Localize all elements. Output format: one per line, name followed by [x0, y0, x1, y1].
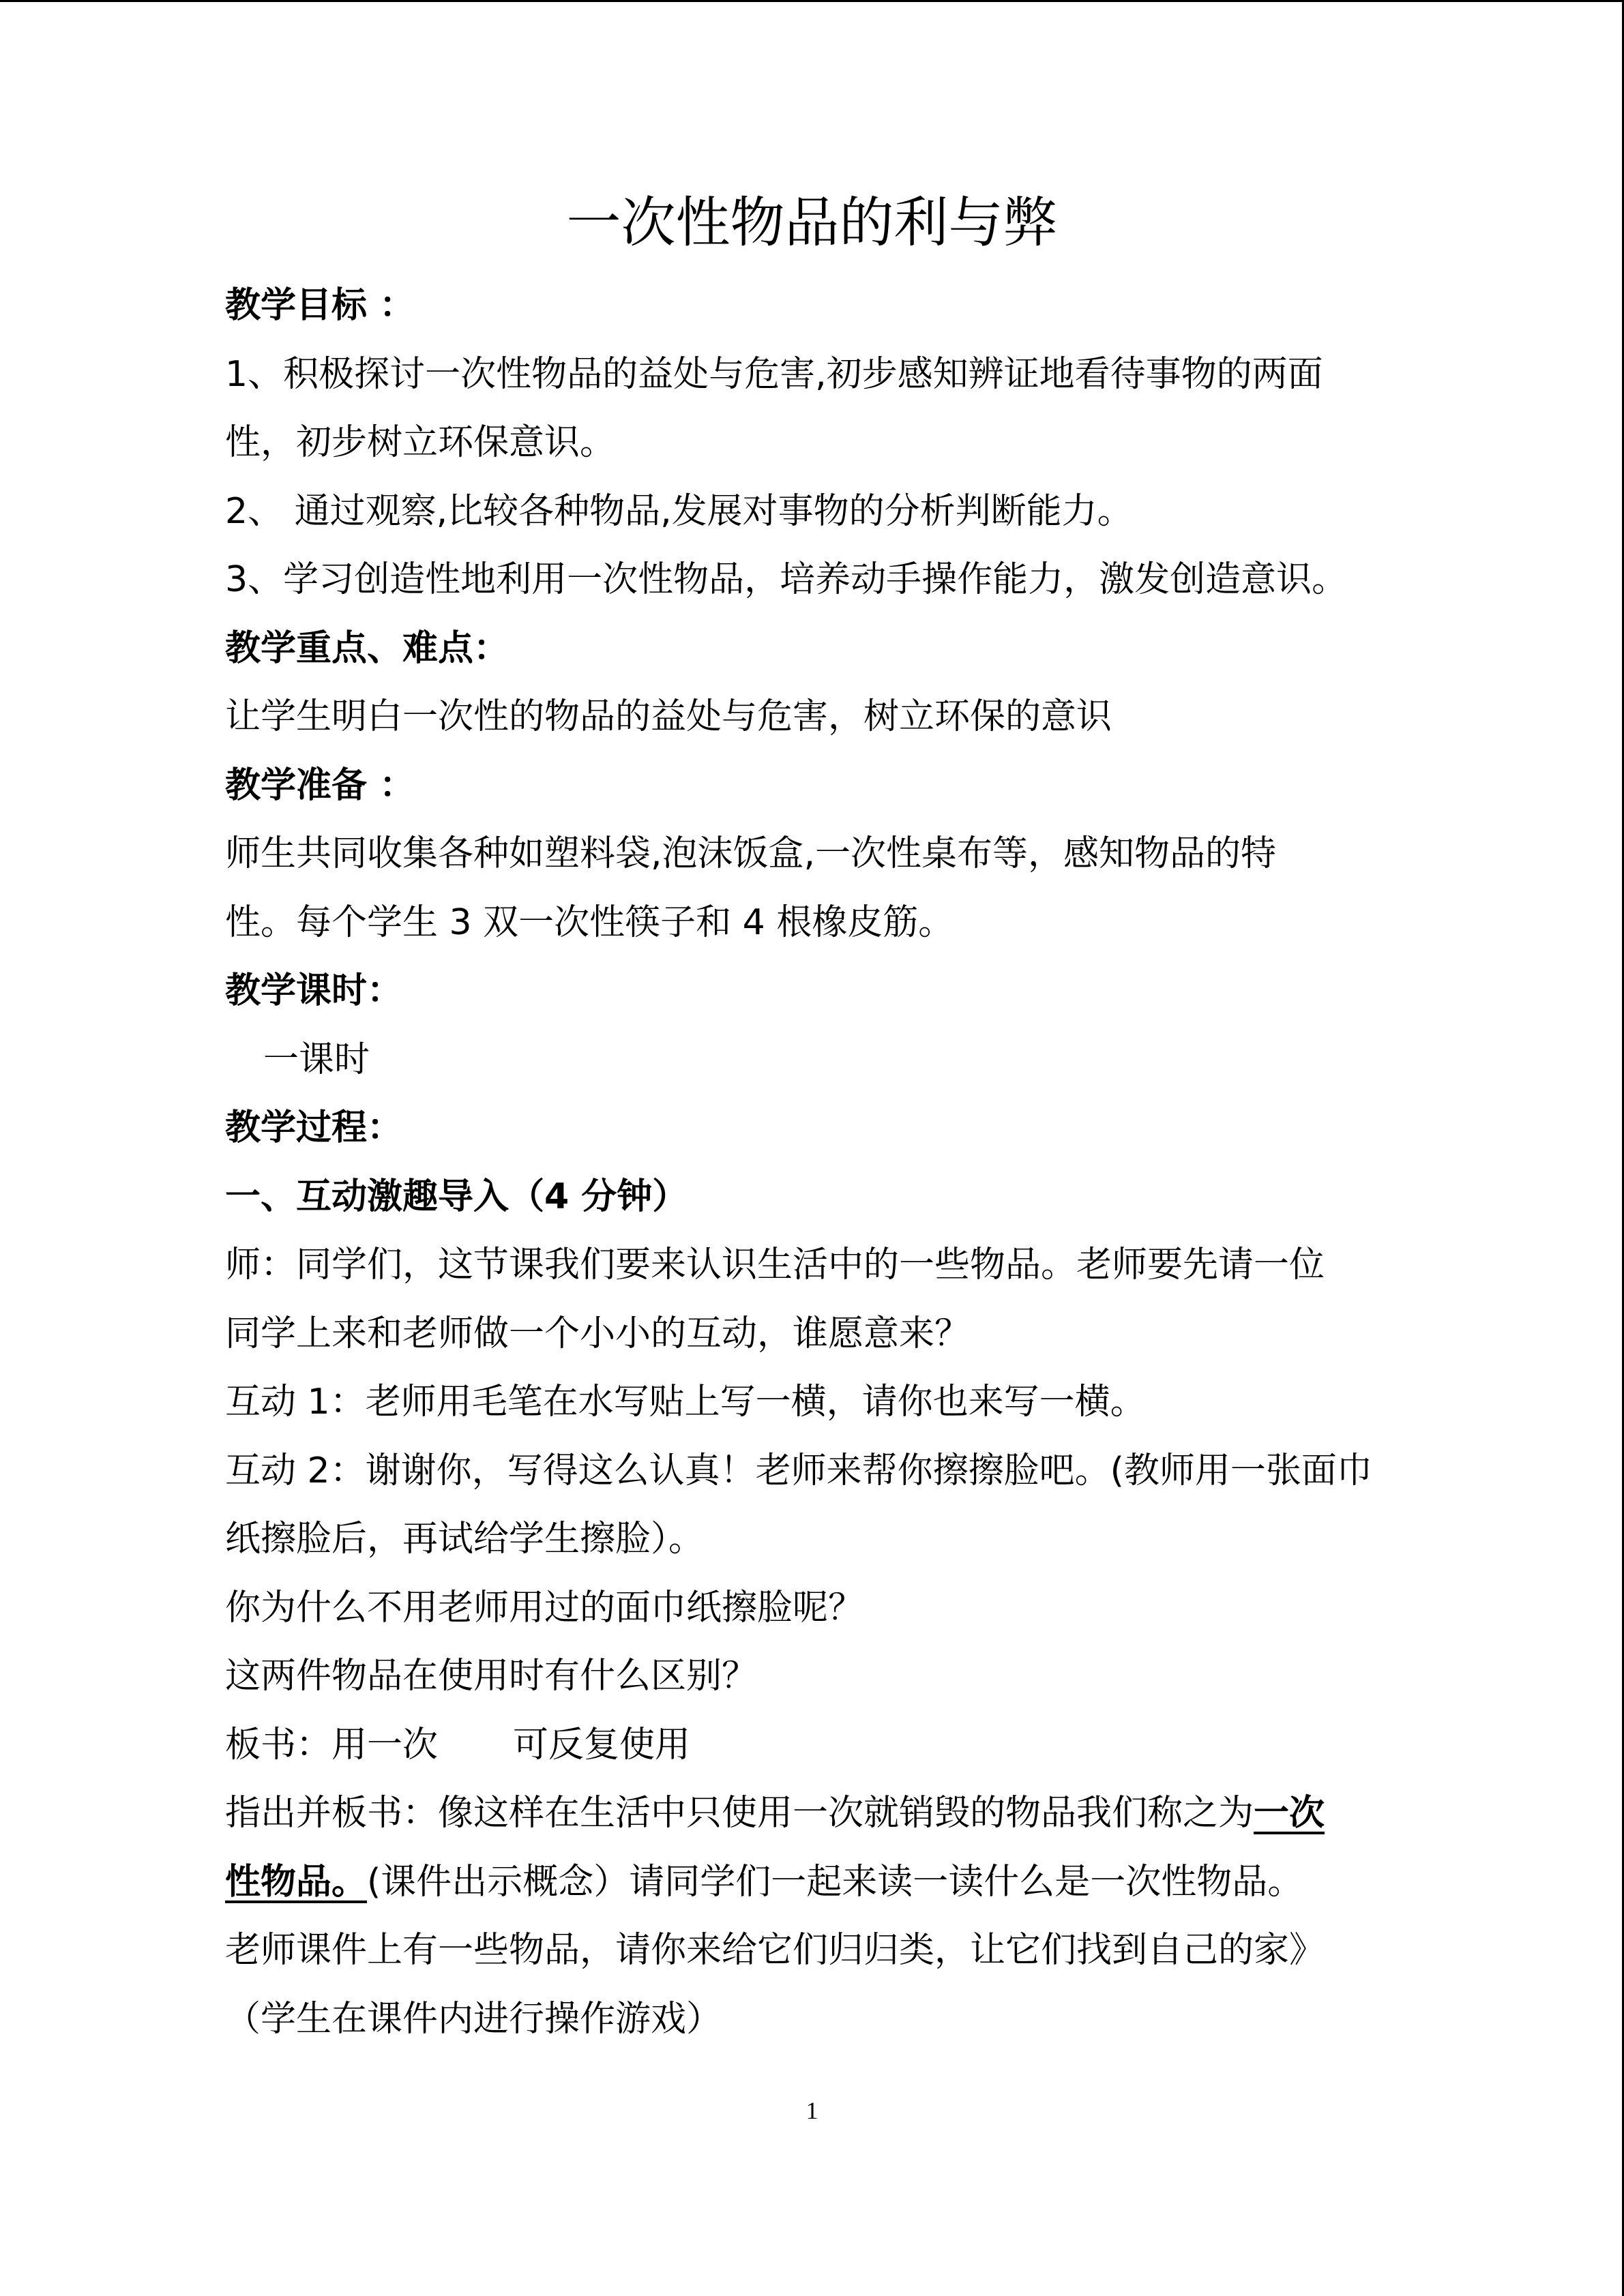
objective-line: 1、积极探讨一次性物品的益处与危害,初步感知辨证地看待事物的两面 — [225, 353, 1323, 395]
key-point-line: 让学生明白一次性的物品的益处与危害，树立环保的意识 — [225, 696, 1112, 737]
process-line: 纸擦脸后，再试给学生擦脸）。 — [225, 1519, 705, 1560]
objective-line: 2、 通过观察,比较各种物品,发展对事物的分析判断能力。 — [225, 490, 1133, 532]
definition-term-part2: 性物品。 — [225, 1861, 368, 1903]
board-writing-label: 板书：用一次 — [225, 1724, 439, 1765]
section-heading-key-points: 教学重点、难点： — [225, 627, 510, 669]
definition-line — [225, 1779, 1405, 1848]
section-heading-objectives: 教学目标 ： — [225, 285, 415, 326]
definition-line — [225, 1848, 1405, 1917]
closing-line: 老师课件上有一些物品，请你来给它们归归类，让它们找到自己的家》 — [225, 1930, 1325, 1971]
board-writing-line — [225, 1711, 1405, 1780]
section-heading-class-hours: 教学课时： — [225, 970, 403, 1011]
class-hours-value: 一课时 — [263, 1039, 370, 1080]
process-line: 你为什么不用老师用过的面巾纸擦脸呢？ — [225, 1587, 864, 1628]
definition-term-part1: 一次 — [1254, 1793, 1325, 1834]
process-line: 这两件物品在使用时有什么区别？ — [225, 1656, 758, 1697]
definition-suffix: (课件出示概念）请同学们一起来读一读什么是一次性物品。 — [367, 1861, 1303, 1903]
preparation-line: 性。每个学生 3 双一次性筷子和 4 根橡皮筋。 — [225, 901, 954, 943]
section-heading-process: 教学过程： — [225, 1107, 403, 1148]
section-heading-preparation: 教学准备 ： — [225, 764, 415, 806]
process-line: 同学上来和老师做一个小小的互动，谁愿意来？ — [225, 1313, 971, 1354]
preparation-line: 师生共同收集各种如塑料袋,泡沫饭盒,一次性桌布等，感知物品的特 — [225, 833, 1277, 874]
board-writing-second: 可反复使用 — [513, 1724, 691, 1765]
process-step-heading: 一、互动激趣导入（4 分钟） — [225, 1176, 688, 1217]
document-body — [225, 271, 1405, 2053]
document-title: 一次性物品的利与弊 — [566, 191, 1058, 254]
process-line: 师：同学们，这节课我们要来认识生活中的一些物品。老师要先请一位 — [225, 1244, 1325, 1285]
objective-line: 3、学习创造性地利用一次性物品，培养动手操作能力，激发创造意识。 — [225, 559, 1348, 600]
objective-line: 性，初步树立环保意识。 — [225, 422, 616, 463]
page-top-border — [0, 0, 1624, 2]
definition-prefix: 指出并板书：像这样在生活中只使用一次就销毁的物品我们称之为 — [225, 1793, 1254, 1834]
page-number: 1 — [806, 2097, 818, 2124]
process-line: 互动 2：谢谢你，写得这么认真！老师来帮你擦擦脸吧。(教师用一张面巾 — [225, 1450, 1372, 1491]
process-line: 互动 1：老师用毛笔在水写贴上写一横，请你也来写一横。 — [225, 1382, 1146, 1422]
closing-line: （学生在课件内进行操作游戏） — [225, 1998, 722, 2040]
